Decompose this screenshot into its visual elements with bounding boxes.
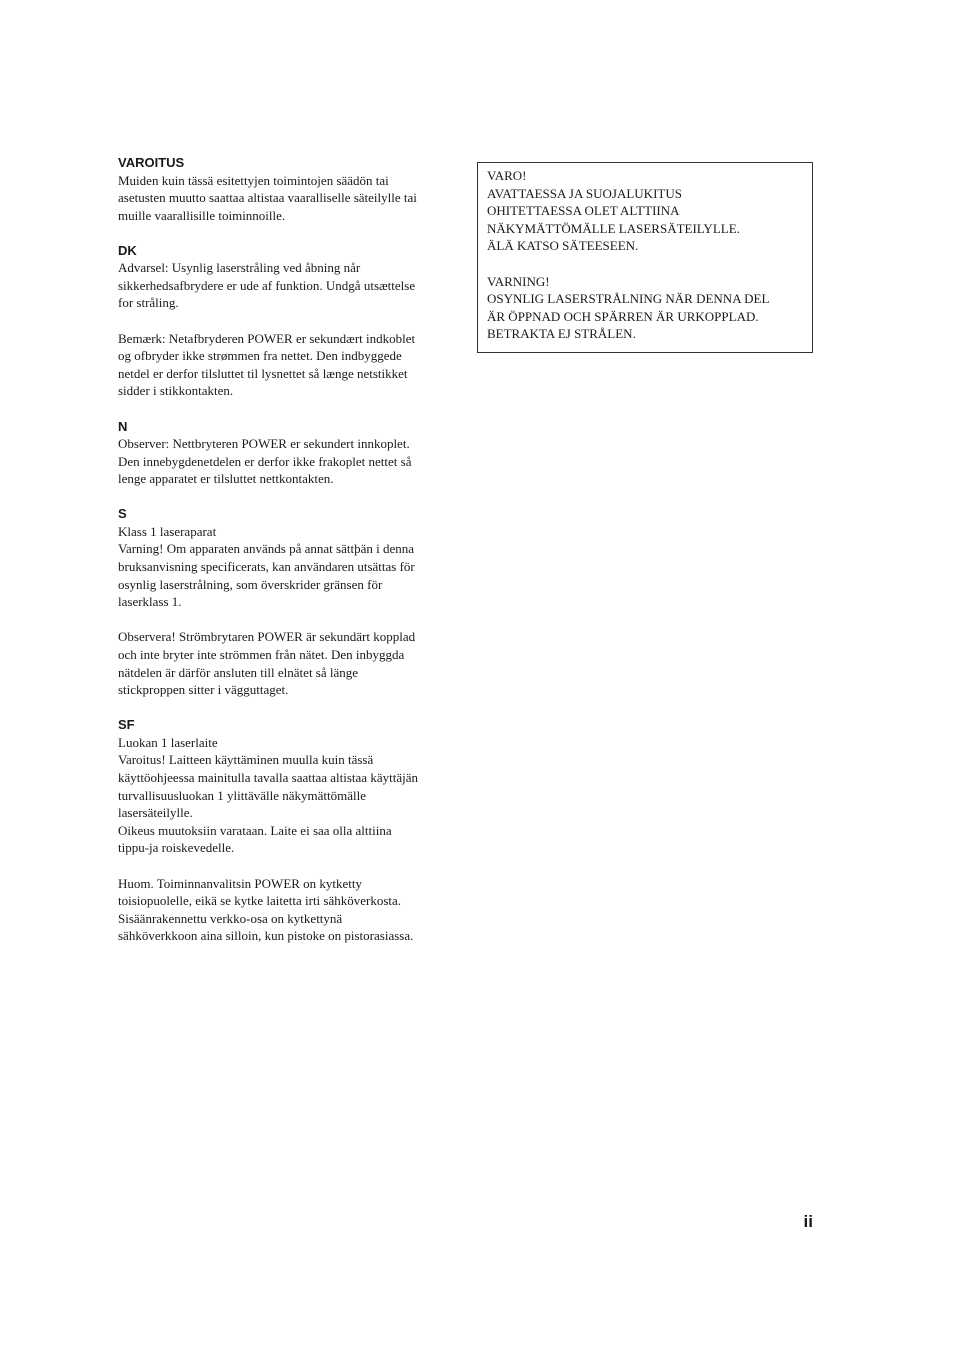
section-varoitus — [118, 154, 458, 224]
section-dk — [118, 242, 458, 400]
warning-paragraph-finnish: VARO! AVATTAESSA JA SUOJALUKITUS OHITETTAESSA OLET ALTTIINA NÄKYMÄTTÖMÄLLE LASERSÄTEILYLLE. ÄLÄ KATSO SÄTEESEEN. — [487, 168, 740, 254]
section-heading: SF — [118, 717, 135, 733]
left-column — [118, 154, 458, 962]
section-paragraph: Observera! Strömbrytaren POWER är sekundärt kopplad och inte bryter inte strömmen från nätet. Den inbyggda nätdelen är därför ansluten till elnätet så länge stickproppen sitter i vägguttaget. — [118, 629, 416, 698]
section-paragraph: Huom. Toiminnanvalitsin POWER on kytketty toisiopuolelle, eikä se kytke laitetta irti sähköverkosta. Sisäänrakennettu verkko-osa on kytkettynä sähköverkkoon aina silloin, kun pistoke on pistorasiassa. — [118, 875, 414, 944]
warning-paragraph-swedish: VARNING! OSYNLIG LASERSTRÅLNING NÄR DENNA DEL ÄR ÖPPNAD OCH SPÄRREN ÄR URKOPPLAD. BETRAKTA EJ STRÅLEN. — [487, 273, 770, 342]
section-paragraph: Observer: Nettbryteren POWER er sekundert innkoplet. Den innebygdenetdelen er derfor ikke frakoplet nettet så lenge apparatet er tilsluttet nettkontakten. — [118, 436, 412, 487]
section-heading: S — [118, 506, 127, 522]
section-sf — [118, 716, 458, 945]
section-s — [118, 505, 458, 698]
laser-warning-box — [477, 162, 813, 353]
section-paragraph: Muiden kuin tässä esitettyjen toimintojen säädön tai asetusten muutto saattaa altistaa vaaralliselle säteilylle tai muille vaarallisille toiminnoille. — [118, 172, 417, 223]
section-n — [118, 418, 458, 488]
section-paragraph: Advarsel: Usynlig laserstråling ved åbning når sikkerhedsafbrydere er ude af funktion. Undgå utsættelse for stråling. — [118, 260, 416, 311]
section-paragraph: Luokan 1 laserlaite Varoitus! Laitteen käyttäminen muulla kuin tässä käyttöohjeessa mainitulla tavalla saattaa altistaa käyttäjän turvallisuusluokan 1 ylittävälle näkymättömälle lasersäteilylle. Oikeus muutoksiin varataan. Laite ei saa olla alttiina tippu-ja roiskevedelle. — [118, 734, 418, 856]
page-number: ii — [803, 1212, 813, 1231]
section-heading: N — [118, 418, 128, 434]
section-heading: VAROITUS — [118, 155, 185, 170]
section-paragraph: Klass 1 laseraparat Varning! Om apparaten används på annat sättþän i denna bruksanvisning specificerats, kan användaren utsättas för osynlig laserstrålning, som överskrider gränsen för laserklass 1. — [118, 523, 415, 610]
section-paragraph: Bemærk: Netafbryderen POWER er sekundært indkoblet og ofbryder ikke strømmen fra nettet. Den indbyggede netdel er derfor tilsluttet til lysnettet så længe netstikket sidder i stikkontakten. — [118, 330, 416, 399]
section-heading: DK — [118, 242, 137, 258]
